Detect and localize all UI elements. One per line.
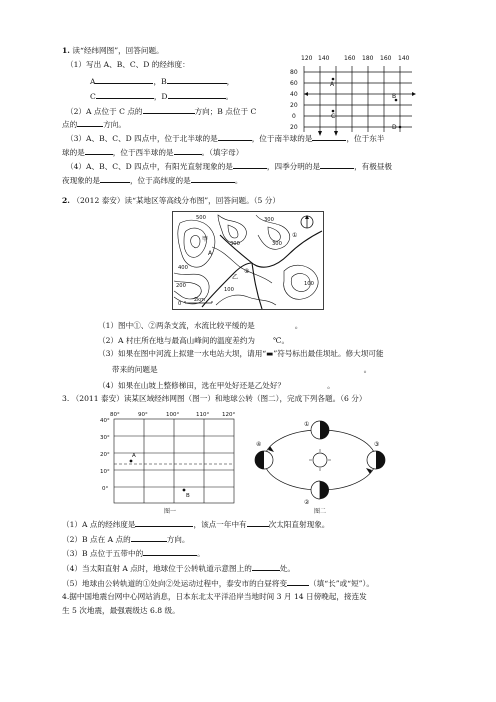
blank-q3-6[interactable] (287, 577, 309, 586)
answer-space-3[interactable] (158, 363, 364, 372)
contour-label: 400 (178, 265, 188, 271)
fig1-lat-label: 10° (100, 469, 110, 475)
q1-heading (62, 46, 164, 56)
fig1-lon-label: 110° (196, 412, 210, 418)
blank-c[interactable] (96, 90, 154, 99)
q2-sub3b-end: 。 (363, 365, 372, 374)
blank-q3-5[interactable] (252, 562, 280, 571)
blank-sub4-3[interactable] (100, 174, 130, 183)
q3-sub4 (62, 562, 295, 574)
blank-a[interactable] (95, 75, 153, 84)
q1-lat-label: 80 (290, 69, 298, 76)
scale-zero: 0 (178, 301, 182, 307)
fig1-lon-label: 100° (166, 412, 180, 418)
blank-sub3-1[interactable] (218, 132, 252, 141)
q2-contour-map (172, 211, 324, 310)
q2-title: （2012 泰安）读“某地区等高线分布图”，回答问题。（5 分） (72, 196, 280, 205)
q1-sub3-text-a: （3）A、B、C、D 四点中，位于北半球的是 (66, 134, 218, 143)
comma: ， (153, 92, 162, 101)
earth-position-4 (255, 451, 273, 469)
q1-point-d: D (392, 124, 397, 131)
q1-lon-label: 160 (380, 55, 392, 62)
q1-number: 1. (62, 46, 70, 55)
q1-sub3-text-b: ，位于南半球的是 (251, 134, 313, 143)
q3-sub1-text-a: （1）A 点的经纬度是 (62, 520, 136, 529)
contour-label: 100 (304, 281, 314, 287)
q3-sub5-text-a: （5）地球由公转轨道的①处向②处运动过程中，泰安市的白昼将变 (62, 579, 288, 588)
q4-line-1: 4.据中国地震台网中心网站消息，日本东北太平洋沿岸当地时间 3 月 14 日傍晚起，接连发 (62, 592, 367, 601)
contour-label: 500 (196, 215, 206, 221)
q1-sub4-text-f: 。 (234, 176, 243, 185)
q1-sub4-text-e: ，位于高纬度的是 (129, 176, 191, 185)
q3-sub2-text-a: （2）B 点在 A 点的 (62, 535, 131, 544)
q1-sub4-text-c: ，有极昼极 (354, 162, 393, 171)
q2-sub1-text: （1）图中①、②两条支流，水流比较平缓的是 (98, 321, 255, 330)
earth-position-2 (311, 481, 329, 499)
q1-sub3-text-c: ，位于东半 (346, 134, 385, 143)
comma: ， (226, 77, 235, 86)
fig1-lon-label: 120° (222, 412, 236, 418)
blank-q3-4[interactable] (143, 547, 197, 556)
q1-sub4-line2 (62, 174, 242, 186)
q3-sub1-text-c: 次太阳直射现象。 (268, 520, 330, 529)
place-yi: 乙 (232, 274, 239, 281)
fig1-caption: 图一 (164, 508, 177, 515)
q2-sub1 (98, 319, 302, 331)
place-jia: 甲 (202, 236, 209, 243)
q3-figure-2 (254, 410, 390, 516)
q2-sub2-text: （2）A 村庄所在地与最高山峰间的温度差约为 (98, 336, 256, 345)
blank-b[interactable] (167, 75, 227, 84)
q1-sub3-text-f: 。（填字母） (201, 148, 244, 157)
q1-coord-row-1 (90, 75, 234, 87)
q3-sub4-text-b: 处。 (279, 564, 295, 573)
label-d: D (161, 92, 168, 101)
q1-title: 读“经纬网图”，回答问题。 (72, 46, 164, 55)
q1-sub2-text-c: 点的 (62, 120, 78, 129)
contour-label: 300 (272, 241, 282, 247)
q1-lon-label: 180 (362, 55, 374, 62)
fig2-caption: 图二 (314, 508, 327, 515)
fig1-lon-label: 80° (110, 412, 120, 418)
contour-label: 300 (264, 217, 274, 223)
q3-sub3-text-b: 。 (197, 549, 205, 558)
q3-sub5-text-b: （填“长”或“短”）。 (309, 579, 374, 588)
q3-sub2-text-b: 方向。 (166, 535, 190, 544)
q1-sub4-text-b: ，四季分明的是 (266, 162, 321, 171)
q1-lat-label: 60 (290, 80, 298, 87)
position-label: ③ (374, 441, 380, 448)
q1-sub1: （1）写出 A、B、C、D 的经纬度： (66, 60, 190, 69)
fig1-lat-label: 20° (100, 452, 110, 458)
answer-space-1[interactable] (255, 319, 295, 328)
q3-sub1 (62, 518, 329, 530)
q1-sub4 (66, 160, 392, 172)
tributary-1: ① (292, 232, 298, 239)
q2-sub4-end: 。 (327, 381, 335, 390)
blank-sub3-3[interactable] (85, 146, 113, 155)
q2-sub3-line2 (112, 363, 371, 375)
q1-lon-label: 120 (301, 55, 313, 62)
comma: ， (153, 77, 162, 86)
label-b: B (161, 77, 167, 86)
position-label: ① (304, 421, 310, 428)
q2-sub4-text: （4）如果在山坡上整修梯田，选在甲处好还是乙处好？ (98, 381, 286, 390)
earth-position-1 (311, 421, 329, 439)
q1-latlon-grid (288, 52, 420, 137)
scale-label: 2km (194, 297, 205, 303)
q1-lat-label: 40 (290, 91, 298, 98)
blank-sub2-2[interactable] (77, 118, 103, 127)
blank-sub2-1[interactable] (143, 105, 195, 114)
q1-point-b: B (392, 93, 397, 100)
q1-lat-label: 0 (292, 113, 296, 120)
q2-heading (62, 196, 280, 206)
q1-point-a: A (330, 81, 335, 88)
q2-sub1-end: 。 (294, 321, 303, 330)
fig1-lat-label: 0° (102, 486, 109, 492)
q2-sub2-end: ℃。 (273, 336, 290, 345)
q2-number: 2. (62, 196, 70, 205)
q3-sub3 (62, 547, 205, 559)
fig1-lat-label: 30° (100, 435, 110, 441)
period: 。 (225, 92, 234, 101)
blank-d[interactable] (168, 90, 226, 99)
q3-sub1-text-b: ，该点一年中有 (193, 520, 247, 529)
q3-sub4-text-a: （4）当太阳直射 A 点时，地球位于公转轨道示意图上的 (62, 564, 252, 573)
q1-sub3-text-e: ，位于西半球的是 (112, 148, 174, 157)
q3-number: 3. (62, 394, 70, 403)
q4-line-2: 生 5 次地震，最强震级达 6.8 级。 (62, 606, 180, 615)
q1-coord-row-2 (90, 90, 233, 102)
answer-space-2[interactable] (255, 334, 273, 343)
label-c: C (90, 92, 96, 101)
blank-q3-1[interactable] (135, 518, 193, 527)
q2-sub2 (98, 334, 289, 346)
fig1-lat-label: 40° (100, 418, 110, 424)
contour-label: 100 (224, 287, 234, 293)
tributary-2: ② (244, 268, 250, 275)
position-label: ④ (256, 441, 262, 448)
label-a: A (90, 77, 96, 86)
q1-lon-label: 140 (318, 55, 330, 62)
q1-sub3-text-d: 球的是 (62, 148, 85, 157)
q3-title: （2011 泰安）读某区域经纬网图（图一）和地球公转（图二），完成下列各题。（6 分） (71, 394, 367, 403)
contour-label: 300 (230, 241, 240, 247)
blank-sub4-2[interactable] (320, 160, 354, 169)
position-label: ② (304, 499, 310, 506)
q1-point-c: C (331, 113, 336, 120)
fig1-point-a: A (132, 453, 136, 459)
q1-sub3-line2 (62, 146, 243, 158)
q3-heading (62, 394, 366, 404)
fig1-lon-label: 90° (138, 412, 148, 418)
blank-sub3-4[interactable] (174, 146, 202, 155)
q1-sub2 (66, 105, 256, 117)
q1-sub2-line2 (62, 118, 126, 130)
place-village-a: A (208, 250, 213, 257)
q2-sub3: （3）如果在图中河流上拟建一水电站大坝，请用“▬”符号标出最佳坝址。修大坝可能 (98, 349, 384, 358)
contour-label: 200 (176, 283, 186, 289)
q1-sub2-text-b: 方向；B 点位于 C (194, 107, 257, 116)
blank-q3-3[interactable] (131, 533, 167, 542)
q1-lon-label: 140 (398, 55, 410, 62)
fig1-point-b: B (186, 493, 190, 499)
q1-lat-label: 20 (290, 124, 298, 131)
q3-figure-1 (98, 409, 238, 515)
answer-space-4[interactable] (285, 379, 327, 388)
blank-sub4-4[interactable] (191, 174, 235, 183)
q1-sub2-text-d: 方向。 (103, 120, 126, 129)
earth-position-3 (367, 451, 385, 469)
q1-sub4-text-d: 夜现象的是 (62, 176, 100, 185)
blank-sub4-1[interactable] (233, 160, 267, 169)
q1-sub2-text-a: （2）A 点位于 C 点的 (66, 107, 143, 116)
q2-sub4 (98, 379, 335, 391)
blank-q3-2[interactable] (247, 518, 269, 527)
q2-sub3b-text: 带来的问题是 (112, 365, 158, 374)
q1-lat-label: 20 (290, 102, 298, 109)
q3-sub2 (62, 533, 189, 545)
q1-sub4-text-a: （4）A、B、C、D 四点中，有阳光直射现象的是 (66, 162, 233, 171)
q3-sub3-text-a: （3）B 点位于五带中的 (62, 549, 144, 558)
q1-lon-label: 160 (344, 55, 356, 62)
q3-sub5 (62, 577, 374, 589)
